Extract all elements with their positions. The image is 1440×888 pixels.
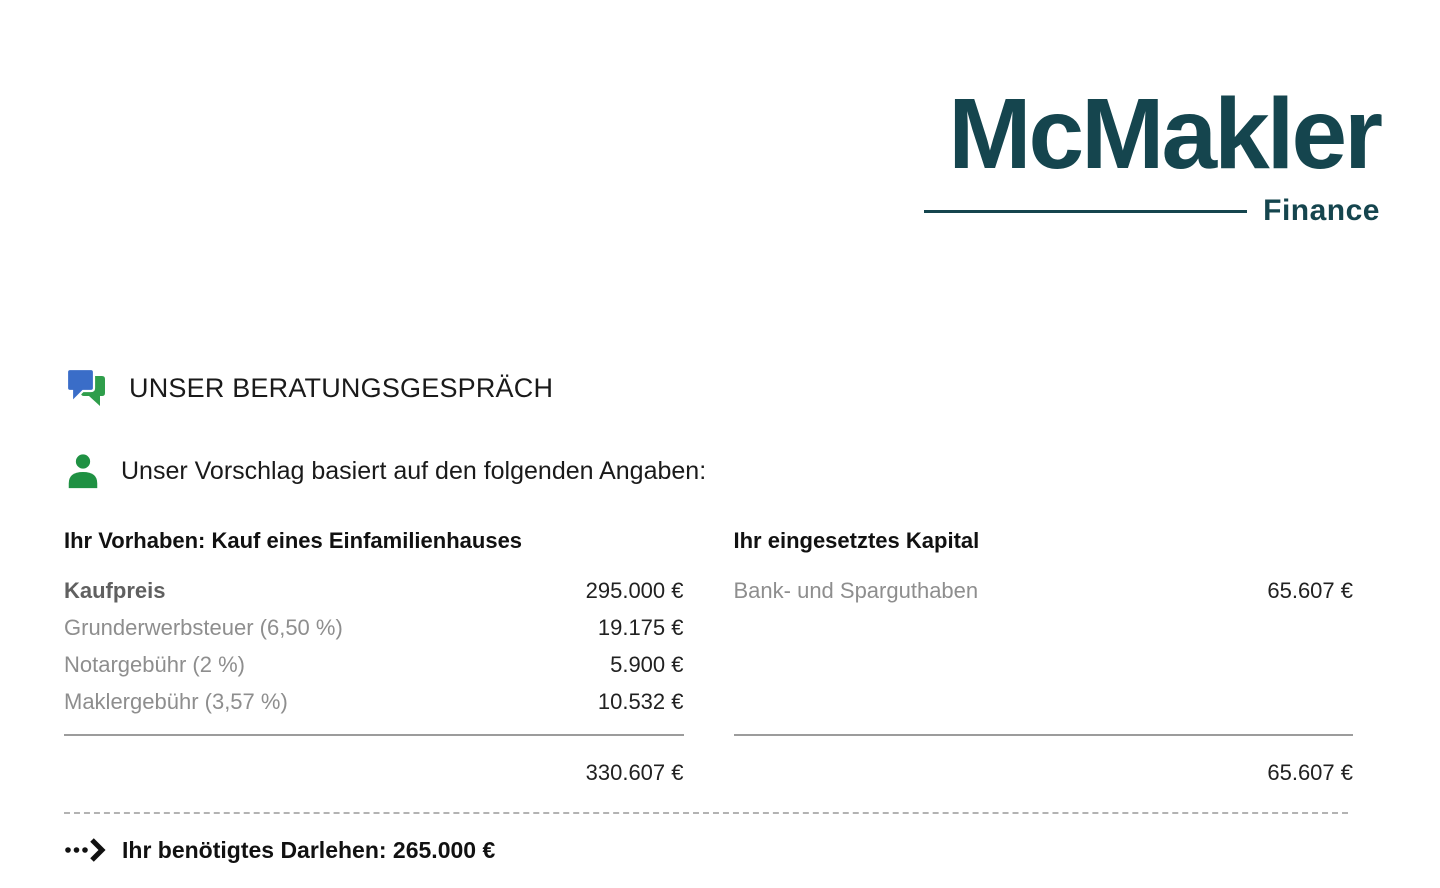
table-row [734, 578, 1354, 615]
row-value: 5.900 € [610, 652, 684, 677]
brand-subtitle: Finance [1263, 194, 1380, 227]
column-vorhaben-rows [64, 578, 684, 726]
row-value: 295.000 € [585, 578, 684, 603]
brand-underline [924, 210, 1247, 213]
brand-logo [924, 78, 1380, 228]
table-row [64, 615, 684, 652]
column-kapital-divider [734, 734, 1354, 736]
loan-summary-text: Ihr benötigtes Darlehen: 265.000 € [122, 836, 496, 863]
row-label: Bank- und Sparguthaben [733, 578, 979, 603]
proposal-intro-row [64, 451, 1353, 491]
table-row [64, 689, 684, 726]
brand-name: McMakler [948, 78, 1380, 190]
proposal-intro-text: Unser Vorschlag basiert auf den folgenden Angaben: [121, 456, 707, 485]
meeting-heading-row [64, 366, 1353, 410]
column-kapital-total: 65.607 € [1267, 760, 1353, 785]
meeting-title: UNSER BERATUNGSGESPRÄCH [129, 372, 554, 403]
column-vorhaben [64, 528, 684, 786]
table-row [64, 652, 684, 689]
chat-bubbles-icon [64, 366, 108, 410]
row-value: 10.532 € [597, 689, 684, 714]
person-icon [64, 451, 108, 491]
dashed-divider [64, 812, 1348, 814]
content-area [64, 366, 1353, 864]
column-vorhaben-divider [64, 734, 684, 736]
row-label: Grunderwerbsteuer (6,50 %) [64, 615, 343, 640]
column-vorhaben-title: Ihr Vorhaben: Kauf eines Einfamilienhauses [64, 528, 523, 553]
row-label: Maklergebühr (3,57 %) [64, 689, 288, 714]
column-kapital-title: Ihr eingesetztes Kapital [733, 528, 980, 553]
figures-columns [64, 528, 1353, 786]
dotted-arrow-right-icon [64, 836, 108, 864]
brand-subtitle-row [924, 194, 1380, 228]
row-value: 19.175 € [597, 615, 684, 640]
row-value: 65.607 € [1267, 578, 1353, 603]
column-kapital [734, 528, 1354, 786]
column-kapital-rows [734, 578, 1354, 726]
table-row [64, 578, 684, 615]
column-vorhaben-total: 330.607 € [585, 760, 684, 785]
row-label: Kaufpreis [64, 578, 166, 603]
row-label: Notargebühr (2 %) [64, 652, 245, 677]
loan-summary-row [64, 836, 1353, 864]
